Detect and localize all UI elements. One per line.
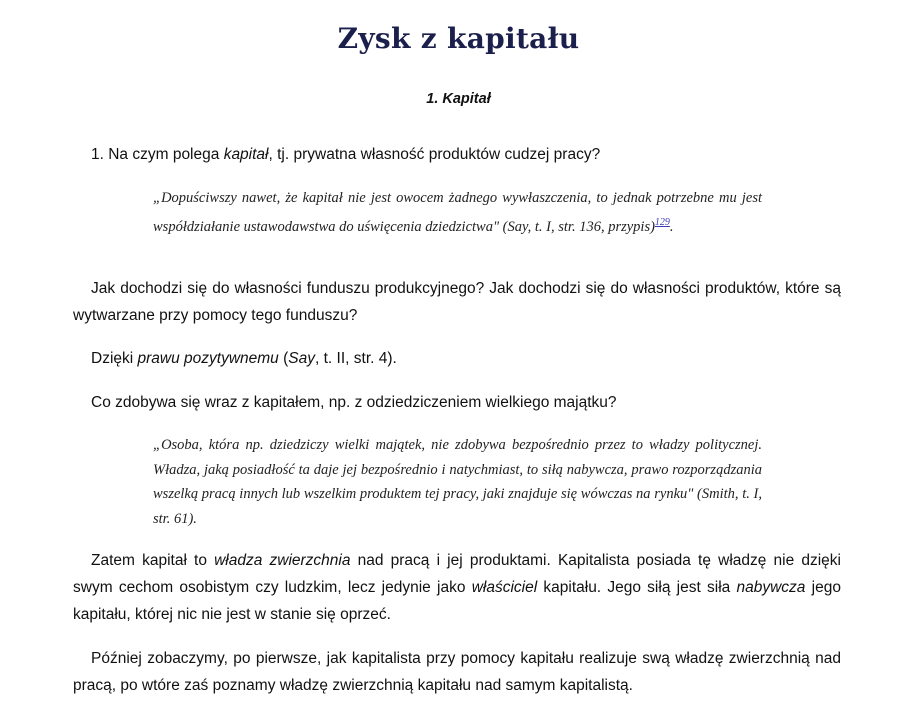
paragraph-3-text-c: ( [278,350,289,367]
paragraph-3-author: Say [288,350,315,367]
paragraph-2: Jak dochodzi się do własności funduszu produkcyjnego? Jak dochodzi się do własności produktów, które są wytwarzane przy pomocy tego funduszu? [73,280,841,324]
paragraph-1-text-c: , tj. prywatna własność produktów cudzej pracy? [268,146,601,163]
paragraph-3-text-a: Dzięki [91,350,138,367]
section-heading: 1. Kapitał [426,91,491,107]
quote-1 [153,186,762,239]
paragraph-3-text-e: , t. II, str. 4). [315,350,397,367]
footnote-link-129[interactable]: 129 [654,216,670,228]
paragraph-5-emphasis-3: nabywcza [736,579,806,596]
page-title: Zysk z kapitału [337,22,580,55]
quote-1-text: „Dopuściwszy nawet, że kapitał nie jest owocem żadnego wywłaszczenia, to jednak potrzebne mu jest współdziałanie ustawodawstwa do uświęcenia dziedzictwa" (Say, t. I, str. 136, przypis) [153,190,762,235]
paragraph-1 [73,141,841,168]
paragraph-5-text-e: kapitału. Jego siłą jest siła [537,579,737,596]
paragraph-5-text-g: jego kapitału, której nic nie jest w stanie się oprzeć. [73,579,841,623]
paragraph-1-text-a: 1. Na czym polega [91,146,224,163]
quote-1-end: . [669,218,674,235]
paragraph-4: Co zdobywa się wraz z kapitałem, np. z odziedziczeniem wielkiego majątku? [91,394,617,411]
quote-2: „Osoba, która np. dziedziczy wielki majątek, nie zdobywa bezpośrednio przez to władzy politycznej. Władza, jaką posiadłość ta daje jej bezpośrednio i natychmiast, to siłą nabywcza, prawo rozporządzania wszelką pracą innych lub wszelkim produktem tej pracy, jaki znajduje się wówczas na rynku" (Smith, t. I, str. 61). [153,437,762,527]
paragraph-5-emphasis-2: właściciel [471,579,538,596]
paragraph-5-text-a: Zatem kapitał to [91,552,215,569]
paragraph-3 [73,345,841,372]
paragraph-6: Później zobaczymy, po pierwsze, jak kapitalista przy pomocy kapitału realizuje swą władzę zwierzchnią nad pracą, po wtóre zaś poznamy władzę zwierzchnią kapitału nad samym kapitalistą. [73,650,841,694]
paragraph-5-text-c: nad pracą i jej produktami. Kapitalista posiada tę władzę nie dzięki swym cechom osobistym czy ludzkim, lecz jedynie jako [73,552,841,596]
paragraph-5-emphasis-1: władza zwierzchnia [214,552,351,569]
paragraph-1-emphasis: kapitał [223,146,269,163]
paragraph-5 [73,547,841,628]
paragraph-3-emphasis: prawu pozytywnemu [137,350,279,367]
